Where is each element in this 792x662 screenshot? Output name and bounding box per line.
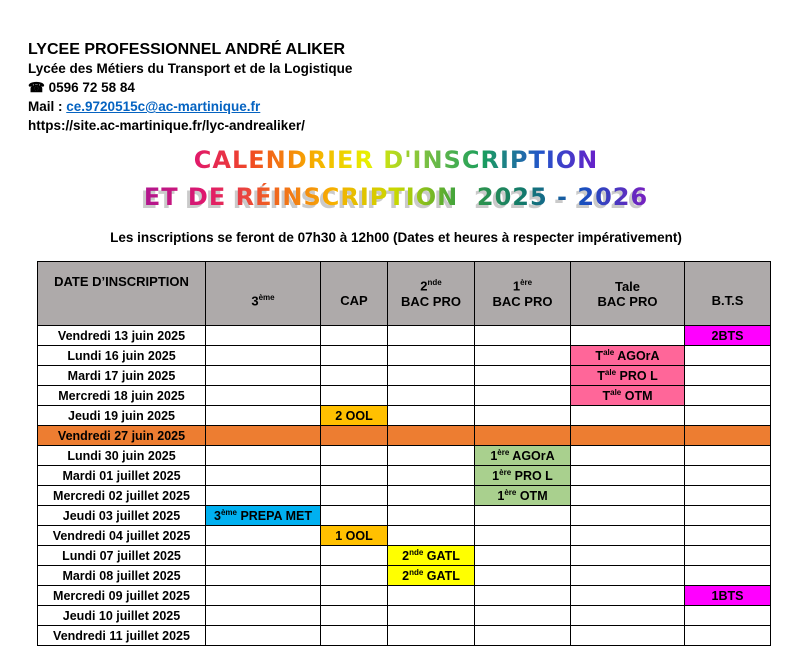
empty-cell: [685, 626, 771, 646]
school-header: [28, 40, 352, 135]
empty-cell: [685, 526, 771, 546]
empty-cell: [571, 466, 685, 486]
empty-cell: [206, 606, 321, 626]
table-row: [38, 426, 771, 446]
column-header: [388, 262, 475, 326]
column-sup: nde: [427, 278, 442, 288]
empty-cell: [388, 386, 475, 406]
empty-cell: [685, 366, 771, 386]
empty-cell: [321, 326, 388, 346]
date-cell: Lundi 30 juin 2025: [38, 446, 206, 466]
empty-cell: [388, 606, 475, 626]
date-cell: Mercredi 18 juin 2025: [38, 386, 206, 406]
registration-slot: $T^{ale}$ PRO L: [571, 366, 685, 386]
empty-cell: [685, 506, 771, 526]
empty-cell: [685, 446, 771, 466]
empty-cell: [571, 446, 685, 466]
table-row: [38, 366, 771, 386]
empty-cell: [206, 426, 321, 446]
empty-cell: [206, 586, 321, 606]
empty-cell: [206, 386, 321, 406]
table-row: [38, 486, 771, 506]
empty-cell: [475, 506, 571, 526]
empty-cell: [321, 366, 388, 386]
empty-cell: [388, 326, 475, 346]
registration-slot: 1ère AGOrA: [475, 446, 571, 466]
empty-cell: [685, 406, 771, 426]
empty-cell: [475, 386, 571, 406]
empty-cell: [388, 586, 475, 606]
registration-slot: 2nde GATL: [388, 566, 475, 586]
table-row: [38, 586, 771, 606]
empty-cell: [206, 446, 321, 466]
empty-cell: [321, 506, 388, 526]
empty-cell: [206, 626, 321, 646]
empty-cell: [388, 366, 475, 386]
table-row: [38, 626, 771, 646]
empty-cell: [321, 586, 388, 606]
empty-cell: [206, 546, 321, 566]
empty-cell: [206, 366, 321, 386]
column-subtitle: BAC PRO: [597, 293, 658, 309]
empty-cell: [388, 626, 475, 646]
registration-slot: 2BTS: [685, 326, 771, 346]
empty-cell: [685, 486, 771, 506]
empty-cell: [206, 486, 321, 506]
date-cell: Jeudi 03 juillet 2025: [38, 506, 206, 526]
empty-cell: [475, 326, 571, 346]
empty-cell: [685, 466, 771, 486]
empty-cell: [388, 466, 475, 486]
empty-cell: [475, 606, 571, 626]
registration-slot: $T^{ale}$ OTM: [571, 386, 685, 406]
column-title: Tale: [614, 278, 641, 294]
empty-cell: [571, 406, 685, 426]
table-row: [38, 506, 771, 526]
empty-cell: [685, 546, 771, 566]
column-header: [206, 262, 321, 326]
column-title: B.T.S: [711, 293, 744, 308]
table-row: [38, 526, 771, 546]
table-row: [38, 346, 771, 366]
column-header: [475, 262, 571, 326]
date-cell: Lundi 07 juillet 2025: [38, 546, 206, 566]
empty-cell: [206, 346, 321, 366]
empty-cell: [388, 486, 475, 506]
empty-cell: [321, 346, 388, 366]
empty-cell: [321, 546, 388, 566]
table-row: [38, 466, 771, 486]
column-subtitle: BAC PRO: [492, 293, 553, 309]
title-line-1: [0, 145, 792, 175]
column-header: [571, 262, 685, 326]
empty-cell: [475, 586, 571, 606]
table-row: [38, 606, 771, 626]
column-title: 2: [420, 278, 428, 294]
title-text-1: CALENDRIER D'INSCRIPTION: [193, 146, 599, 174]
empty-cell: [685, 386, 771, 406]
empty-cell: [475, 526, 571, 546]
empty-cell: [321, 426, 388, 446]
registration-slot: 2nde GATL: [388, 546, 475, 566]
school-subtitle: Lycée des Métiers du Transport et de la Logistique: [28, 61, 353, 76]
school-name: LYCEE PROFESSIONNEL ANDRÉ ALIKER: [28, 41, 346, 58]
empty-cell: [388, 506, 475, 526]
empty-cell: [206, 466, 321, 486]
date-cell: Jeudi 10 juillet 2025: [38, 606, 206, 626]
phone-number: 0596 72 58 84: [48, 80, 135, 95]
phone-icon: ☎: [28, 80, 45, 95]
schedule-note: Les inscriptions se feront de 07h30 à 12h00 (Dates et heures à respecter impérativement): [110, 230, 682, 245]
empty-cell: [571, 426, 685, 446]
date-cell: Jeudi 19 juin 2025: [38, 406, 206, 426]
table-row: [38, 386, 771, 406]
table-row: [38, 546, 771, 566]
registration-slot: 2 OOL: [321, 406, 388, 426]
empty-cell: [475, 546, 571, 566]
empty-cell: [475, 426, 571, 446]
mail-link[interactable]: ce.9720515c@ac-martinique.fr: [66, 99, 261, 114]
empty-cell: [475, 566, 571, 586]
date-cell: Mardi 08 juillet 2025: [38, 566, 206, 586]
table-row: [38, 446, 771, 466]
date-cell: Mardi 17 juin 2025: [38, 366, 206, 386]
empty-cell: [206, 406, 321, 426]
empty-cell: [321, 566, 388, 586]
empty-cell: [321, 626, 388, 646]
empty-cell: [321, 486, 388, 506]
empty-cell: [571, 626, 685, 646]
empty-cell: [685, 346, 771, 366]
empty-cell: [206, 326, 321, 346]
column-header: [321, 262, 388, 326]
calendar-table: [37, 261, 771, 646]
empty-cell: [571, 506, 685, 526]
date-cell: Mercredi 09 juillet 2025: [38, 586, 206, 606]
empty-cell: [571, 566, 685, 586]
empty-cell: [571, 606, 685, 626]
registration-slot: $T^{ale}$ AGOrA: [571, 346, 685, 366]
empty-cell: [571, 546, 685, 566]
empty-cell: [571, 326, 685, 346]
title-line-2: [0, 182, 792, 212]
registration-slot: 3ème PREPA MET: [206, 506, 321, 526]
empty-cell: [388, 446, 475, 466]
empty-cell: [388, 526, 475, 546]
date-cell: Mardi 01 juillet 2025: [38, 466, 206, 486]
date-cell: Vendredi 04 juillet 2025: [38, 526, 206, 546]
date-cell: Vendredi 27 juin 2025: [38, 426, 206, 446]
empty-cell: [321, 386, 388, 406]
column-title: 3: [251, 293, 259, 309]
column-header: [38, 262, 206, 326]
empty-cell: [321, 466, 388, 486]
table-row: [38, 326, 771, 346]
empty-cell: [475, 406, 571, 426]
registration-slot: 1ère PRO L: [475, 466, 571, 486]
empty-cell: [388, 406, 475, 426]
mail-label: Mail :: [28, 99, 67, 114]
table-header: [38, 262, 771, 326]
date-cell: Vendredi 13 juin 2025: [38, 326, 206, 346]
title-text-2: ET DE RÉINSCRIPTION 2025 - 2026: [143, 183, 649, 211]
empty-cell: [388, 346, 475, 366]
empty-cell: [571, 526, 685, 546]
empty-cell: [388, 426, 475, 446]
column-subtitle: BAC PRO: [401, 293, 461, 309]
empty-cell: [475, 366, 571, 386]
column-title: DATE D’INSCRIPTION: [54, 274, 189, 289]
registration-slot: 1 OOL: [321, 526, 388, 546]
column-title: 1: [512, 278, 521, 294]
empty-cell: [685, 426, 771, 446]
registration-slot: 1ère OTM: [475, 486, 571, 506]
date-cell: Mercredi 02 juillet 2025: [38, 486, 206, 506]
empty-cell: [321, 446, 388, 466]
empty-cell: [475, 626, 571, 646]
column-sup: ème: [258, 292, 275, 302]
empty-cell: [475, 346, 571, 366]
empty-cell: [571, 586, 685, 606]
column-header: [685, 262, 771, 326]
registration-slot: 1BTS: [685, 586, 771, 606]
empty-cell: [685, 566, 771, 586]
column-title: CAP: [340, 293, 368, 308]
date-cell: Lundi 16 juin 2025: [38, 346, 206, 366]
table-row: [38, 566, 771, 586]
empty-cell: [206, 526, 321, 546]
column-sup: ère: [520, 278, 533, 288]
website[interactable]: https://site.ac-martinique.fr/lyc-andrealiker/: [28, 118, 305, 133]
empty-cell: [206, 566, 321, 586]
empty-cell: [685, 606, 771, 626]
date-cell: Vendredi 11 juillet 2025: [38, 626, 206, 646]
empty-cell: [321, 606, 388, 626]
empty-cell: [571, 486, 685, 506]
table-row: [38, 406, 771, 426]
